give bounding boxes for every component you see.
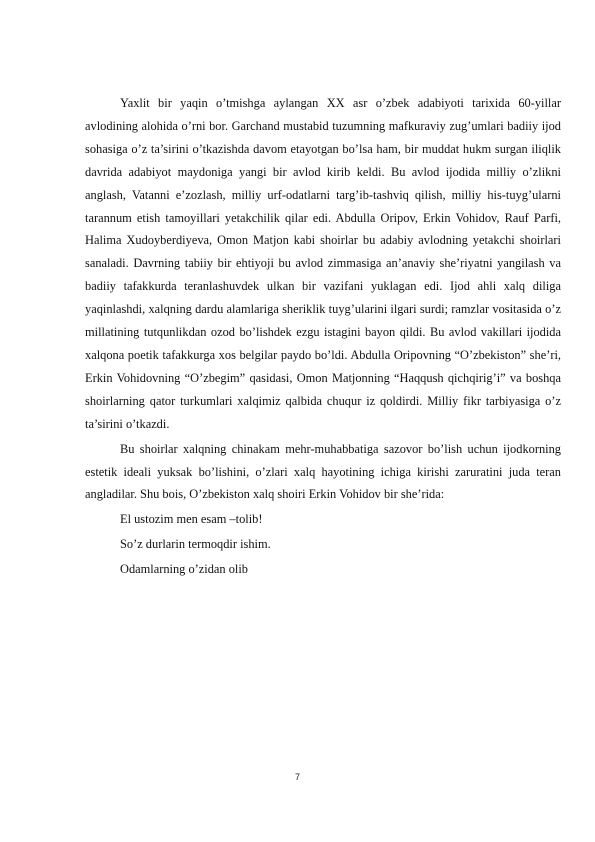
paragraph-2: Bu shoirlar xalqning chinakam mehr-muhabbatiga sazovor bo’lish uchun ijodkorning estetik ideali yuksak bo’lishini, o’zlari xalq hayotining ichiga kirishi zaruratini juda teran angladilar. Shu bois, O’zbekiston xalq shoiri Erkin Vohidov bir she’rida: [85,441,561,502]
verse-line-3: Odamlarning o’zidan olib [120,562,249,577]
page-number: 7 [294,772,300,782]
body-text [85,92,561,581]
verse-line-1: El ustozim men esam –tolib! [120,512,263,527]
verse-line-2: So’z durlarin termoqdir ishim. [120,537,271,552]
paragraph-1: Yaxlit bir yaqin o’tmishga aylangan XX asr o’zbek adabiyoti tarixida 60-yillar avlodining alohida o’rni bor. Garchand mustabid tuzumning mafkuraviy zug’umlari badiiy ijod sohasiga o’z ta’sirini o’tkazishda davom etayotgan bo’lsa ham, bir muddat hukm surgan iliqlik davrida adabiyot maydoniga yangi bir avlod kirib keldi. Bu avlod ijodida milliy o’zlikni anglash, Vatanni e’zozlash, milliy urf-odatlarni targ’ib-tashviq qilish, milliy his-tuyg’ularni tarannum etish tamoyillari yetakchilik qilar edi. Abdulla Oripov, Erkin Vohidov, Rauf Parfi, Halima Xudoyberdiyeva, Omon Matjon kabi shoirlar bu adabiy avlodning yetakchi shoirlari sanaladi. Davrning tabiiy bir ehtiyoji bu avlod zimmasiga an’anaviy she’riyatni yangilash va badiiy tafakkurda teranlashuvdek ulkan bir vazifani yuklagan edi. Ijod ahli xalq diliga yaqinlashdi, xalqning dardu alamlariga sheriklik tuyg’ularini ilgari surdi; ramzlar vositasida o’z millatining tutqunlikdan ozod bo’lishdek ezgu istagini bayon qildi. Bu avlod vakillari ijodida xalqona poetik tafakkurga xos belgilar paydo bo’ldi. Abdulla Oripovning “O’zbekiston” she’ri, Erkin Vohidovning “O’zbegim” qasidasi, Omon Matjonning “Haqqush qichqirig’i” va boshqa shoirlarning qator turkumlari xalqimiz qalbida chuqur iz qoldirdi. Milliy fikr tarbiyasiga o’z ta’sirini o’tkazdi. [85,96,561,431]
